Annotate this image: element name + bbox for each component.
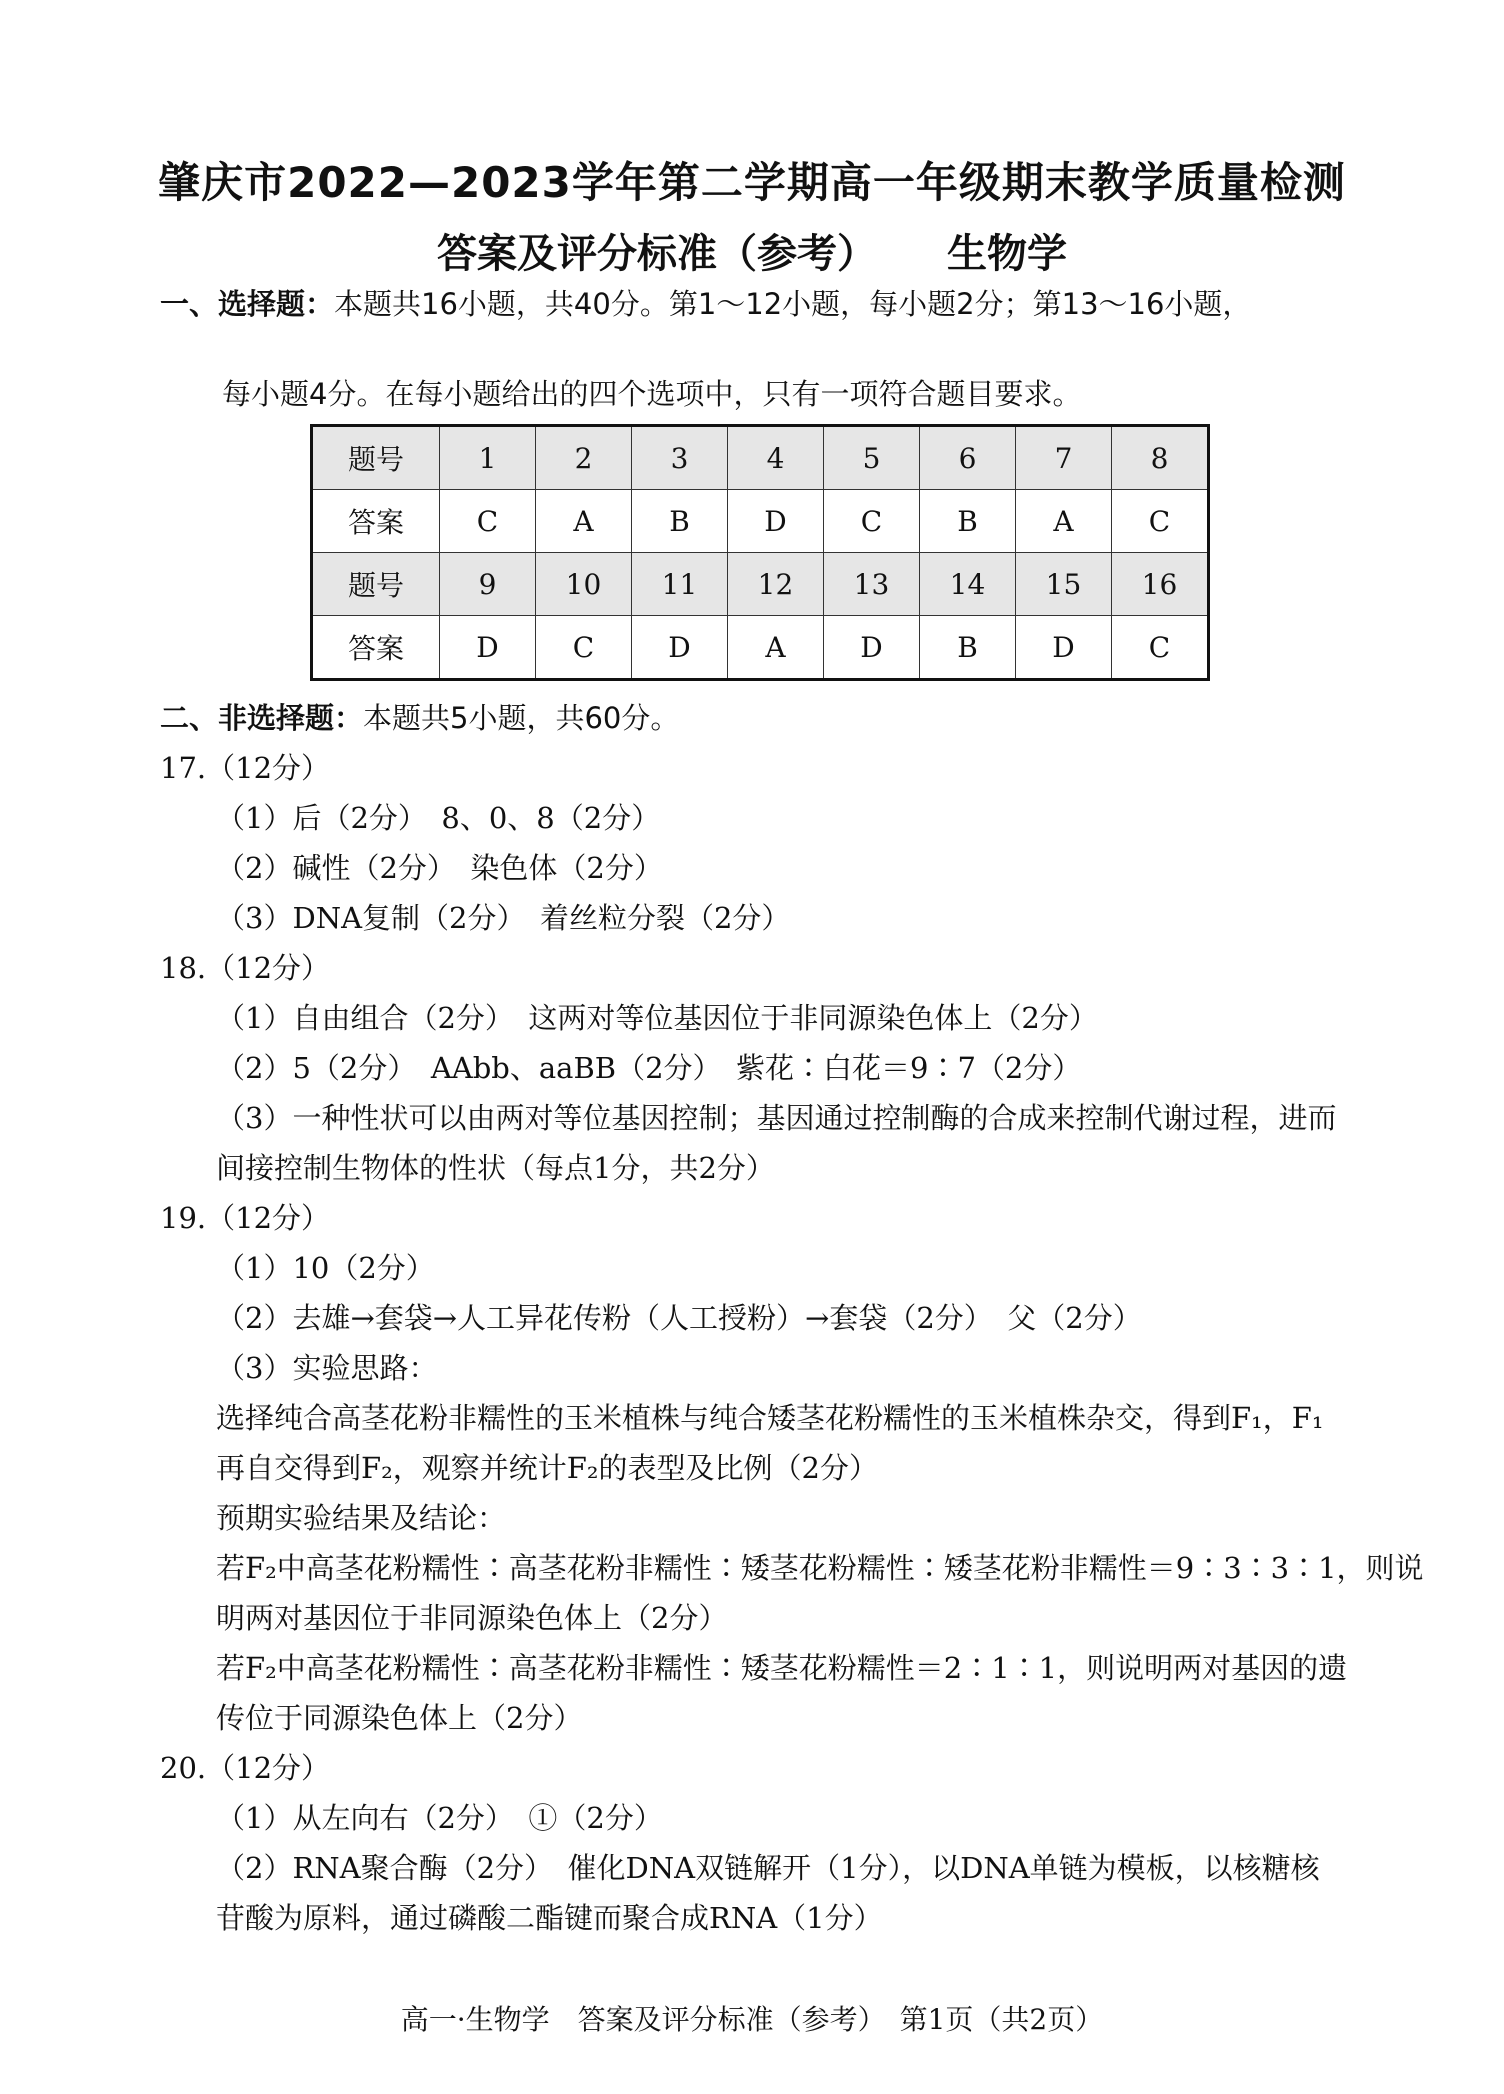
table-cell: 5 bbox=[824, 426, 920, 490]
table-row bbox=[312, 553, 1209, 616]
q18-answer-line: （3）一种性状可以由两对等位基因控制；基因通过控制酶的合成来控制代谢过程，进而 bbox=[216, 1101, 1337, 1135]
table-cell: D bbox=[440, 616, 536, 680]
table-cell: 8 bbox=[1112, 426, 1209, 490]
section2-text: 本题共5小题，共60分。 bbox=[363, 701, 680, 735]
table-cell: A bbox=[536, 490, 632, 553]
section2-heading: 二、非选择题： bbox=[160, 701, 364, 735]
table-cell: 4 bbox=[728, 426, 824, 490]
table-cell: D bbox=[1016, 616, 1112, 680]
row-label: 答案 bbox=[312, 490, 440, 553]
table-cell: 14 bbox=[920, 553, 1016, 616]
document-title: 肇庆市2022—2023学年第二学期高一年级期末教学质量检测 bbox=[158, 158, 1346, 207]
table-cell: 9 bbox=[440, 553, 536, 616]
q19-heading: 19.（12分） bbox=[160, 1201, 331, 1235]
q19-answer-line: 若F₂中高茎花粉糯性∶高茎花粉非糯性∶矮茎花粉糯性＝2∶1∶1，则说明两对基因的遗 bbox=[216, 1651, 1348, 1685]
table-cell: 6 bbox=[920, 426, 1016, 490]
q17-answer-line: （2）碱性（2分） 染色体（2分） bbox=[216, 851, 663, 885]
q20-answer-line: （2）RNA聚合酶（2分） 催化DNA双链解开（1分），以DNA单链为模板，以核糖核 bbox=[216, 1851, 1320, 1885]
table-cell: B bbox=[920, 490, 1016, 553]
row-label: 题号 bbox=[312, 553, 440, 616]
q19-answer-line: （1）10（2分） bbox=[216, 1251, 435, 1285]
section2-line bbox=[160, 696, 679, 737]
table-cell: C bbox=[1112, 616, 1209, 680]
table-cell: 2 bbox=[536, 426, 632, 490]
q19-answer-line: 预期实验结果及结论： bbox=[216, 1501, 507, 1535]
q17-answer-line: （3）DNA复制（2分） 着丝粒分裂（2分） bbox=[216, 901, 791, 935]
row-label: 答案 bbox=[312, 616, 440, 680]
q18-answer-line: 间接控制生物体的性状（每点1分，共2分） bbox=[216, 1151, 775, 1185]
table-row bbox=[312, 426, 1209, 490]
table-cell: C bbox=[1112, 490, 1209, 553]
section1-heading: 一、选择题： bbox=[160, 287, 335, 321]
q18-answer-line: （2）5（2分） AAbb、aaBB（2分） 紫花∶白花＝9∶7（2分） bbox=[216, 1051, 1082, 1085]
q19-answer-line: （2）去雄→套袋→人工异花传粉（人工授粉）→套袋（2分） 父（2分） bbox=[216, 1301, 1142, 1335]
q19-answer-line: 若F₂中高茎花粉糯性∶高茎花粉非糯性∶矮茎花粉糯性∶矮茎花粉非糯性＝9∶3∶3∶1，则说 bbox=[216, 1551, 1424, 1585]
q19-answer-line: 明两对基因位于非同源染色体上（2分） bbox=[216, 1601, 728, 1635]
section1-text1: 本题共16小题，共40分。第1～12小题，每小题2分；第13～16小题， bbox=[334, 287, 1252, 321]
q19-answer-line: 传位于同源染色体上（2分） bbox=[216, 1701, 583, 1735]
page-footer: 高一·生物学 答案及评分标准（参考） 第1页（共2页） bbox=[400, 2003, 1104, 2036]
table-cell: A bbox=[728, 616, 824, 680]
q19-answer-line: 再自交得到F₂，观察并统计F₂的表型及比例（2分） bbox=[216, 1451, 878, 1485]
table-cell: B bbox=[632, 490, 728, 553]
table-cell: 3 bbox=[632, 426, 728, 490]
table-row bbox=[312, 490, 1209, 553]
table-cell: B bbox=[920, 616, 1016, 680]
table-cell: 7 bbox=[1016, 426, 1112, 490]
table-cell: C bbox=[440, 490, 536, 553]
table-cell: 15 bbox=[1016, 553, 1112, 616]
table-cell: 11 bbox=[632, 553, 728, 616]
table-cell: 12 bbox=[728, 553, 824, 616]
table-cell: A bbox=[1016, 490, 1112, 553]
table-cell: C bbox=[824, 490, 920, 553]
table-cell: D bbox=[632, 616, 728, 680]
q17-heading: 17.（12分） bbox=[160, 751, 331, 785]
table-cell: 1 bbox=[440, 426, 536, 490]
table-cell: 13 bbox=[824, 553, 920, 616]
section1-line2: 每小题4分。在每小题给出的四个选项中，只有一项符合题目要求。 bbox=[222, 377, 1082, 411]
table-cell: D bbox=[728, 490, 824, 553]
q20-answer-line: 苷酸为原料，通过磷酸二酯键而聚合成RNA（1分） bbox=[216, 1901, 883, 1935]
table-cell: D bbox=[824, 616, 920, 680]
row-label: 题号 bbox=[312, 426, 440, 490]
section1-line1 bbox=[160, 282, 1251, 323]
q18-heading: 18.（12分） bbox=[160, 951, 331, 985]
table-cell: 16 bbox=[1112, 553, 1209, 616]
subtitle-left: 答案及评分标准（参考） bbox=[437, 231, 877, 277]
q20-heading: 20.（12分） bbox=[160, 1751, 331, 1785]
table-row bbox=[312, 616, 1209, 680]
q17-answer-line: （1）后（2分） 8、0、8（2分） bbox=[216, 801, 661, 835]
q19-answer-line: 选择纯合高茎花粉非糯性的玉米植株与纯合矮茎花粉糯性的玉米植株杂交，得到F₁，F₁ bbox=[216, 1401, 1324, 1435]
document-subtitle bbox=[0, 222, 1504, 279]
q19-answer-line: （3）实验思路： bbox=[216, 1351, 438, 1385]
subtitle-subject: 生物学 bbox=[947, 231, 1067, 277]
table-cell: C bbox=[536, 616, 632, 680]
answer-table bbox=[310, 424, 1210, 681]
table-cell: 10 bbox=[536, 553, 632, 616]
q20-answer-line: （1）从左向右（2分） ①（2分） bbox=[216, 1801, 663, 1835]
q18-answer-line: （1）自由组合（2分） 这两对等位基因位于非同源染色体上（2分） bbox=[216, 1001, 1098, 1035]
